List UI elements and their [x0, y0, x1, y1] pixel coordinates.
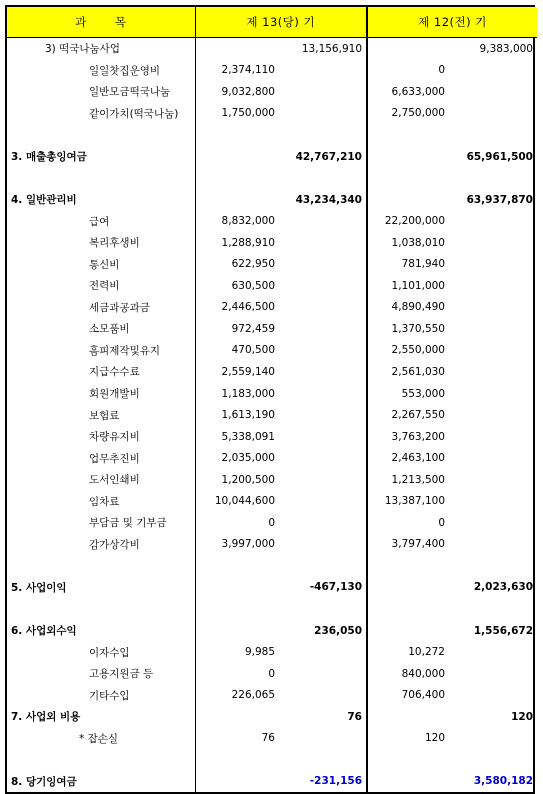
empty-cell: [279, 555, 367, 577]
previous-total-amount: [449, 210, 537, 232]
current-detail-amount: 2,035,000: [221, 452, 275, 465]
row-label: 업무추진비: [7, 447, 195, 469]
current-detail-amount: 622,950: [231, 258, 275, 271]
row-label: 이자수입: [7, 641, 195, 663]
current-total-amount: [279, 404, 367, 426]
previous-total-amount: 65,961,500: [466, 150, 533, 163]
current-total-amount: [279, 60, 367, 82]
previous-total-amount: [449, 641, 537, 663]
previous-detail-amount: 0: [438, 64, 445, 77]
previous-detail-amount: 781,940: [401, 258, 445, 271]
row-label: 소모품비: [7, 318, 195, 340]
row-label: 기타수입: [7, 684, 195, 706]
row-label: 통신비: [7, 253, 195, 275]
previous-total-amount: [449, 318, 537, 340]
row-label: 7. 사업외 비용: [7, 706, 195, 728]
previous-total-amount: [449, 103, 537, 125]
empty-cell: [7, 124, 195, 146]
current-total-amount: 43,234,340: [279, 189, 367, 211]
previous-total-amount: [449, 340, 537, 362]
current-detail-amount: 2,446,500: [221, 301, 275, 314]
previous-total-amount: 120: [511, 710, 533, 723]
current-total-amount: [279, 728, 367, 750]
current-total-amount: [279, 684, 367, 706]
table-row: [7, 771, 537, 793]
row-label: 홈피제작및유지: [7, 340, 195, 362]
current-detail-amount: [195, 38, 279, 60]
table-row: [7, 146, 537, 168]
row-label: 세금과공과금: [7, 297, 195, 319]
table-row: [7, 340, 537, 362]
row-label: 지급수수료: [7, 361, 195, 383]
table-row: [7, 728, 537, 750]
spacer-row: [7, 555, 537, 577]
row-label: 복리후생비: [7, 232, 195, 254]
table-row: [7, 297, 537, 319]
previous-total-amount: [449, 469, 537, 491]
previous-detail-amount: 2,750,000: [391, 107, 445, 120]
current-detail-amount: 470,500: [231, 344, 275, 357]
row-label: 3) 떡국나눔사업: [7, 38, 195, 60]
previous-detail-amount: [367, 577, 449, 599]
current-total-amount: 42,767,210: [279, 146, 367, 168]
spacer-row: [7, 167, 537, 189]
previous-total-amount: [449, 490, 537, 512]
empty-cell: [279, 749, 367, 771]
table-row: [7, 210, 537, 232]
table-row: [7, 81, 537, 103]
current-detail-amount: [195, 706, 279, 728]
current-detail-amount: 76: [261, 732, 275, 745]
previous-detail-amount: [367, 620, 449, 642]
current-total-amount: [279, 426, 367, 448]
empty-cell: [449, 749, 537, 771]
previous-detail-amount: 3,797,400: [391, 538, 445, 551]
table-row: [7, 512, 537, 534]
current-total-amount: -231,156: [279, 771, 367, 793]
previous-detail-amount: 0: [438, 516, 445, 529]
header-current-period: 제 13(당) 기: [195, 7, 367, 38]
table-row: [7, 253, 537, 275]
empty-cell: [449, 555, 537, 577]
table-row: [7, 426, 537, 448]
previous-total-amount: 3,580,182: [473, 775, 533, 788]
table-row: [7, 663, 537, 685]
current-detail-amount: 5,338,091: [221, 430, 275, 443]
row-label: 보험료: [7, 404, 195, 426]
current-total-amount: 236,050: [279, 620, 367, 642]
previous-detail-amount: 10,272: [408, 646, 445, 659]
previous-total-amount: [449, 81, 537, 103]
previous-detail-amount: 2,463,100: [391, 452, 445, 465]
previous-total-amount: 1,556,672: [473, 624, 533, 637]
row-label: 일일찻집운영비: [7, 60, 195, 82]
current-detail-amount: 1,613,190: [221, 409, 275, 422]
previous-total-amount: [449, 383, 537, 405]
table-row: [7, 577, 537, 599]
previous-total-amount: 9,383,000: [479, 42, 533, 55]
current-total-amount: [279, 210, 367, 232]
current-total-amount: [279, 297, 367, 319]
previous-detail-amount: 3,763,200: [391, 430, 445, 443]
row-label: 6. 사업외수익: [7, 620, 195, 642]
empty-cell: [195, 555, 279, 577]
row-label: 같이가치(떡국나눔): [7, 103, 195, 125]
previous-total-amount: [449, 663, 537, 685]
current-detail-amount: 1,183,000: [221, 387, 275, 400]
row-label: 임차료: [7, 490, 195, 512]
row-label: 전력비: [7, 275, 195, 297]
previous-detail-amount: 22,200,000: [384, 215, 445, 228]
previous-total-amount: [449, 534, 537, 556]
current-total-amount: [279, 469, 367, 491]
table-row: [7, 361, 537, 383]
empty-cell: [367, 555, 449, 577]
current-detail-amount: 2,374,110: [221, 64, 275, 77]
current-detail-amount: 0: [268, 516, 275, 529]
empty-cell: [279, 598, 367, 620]
row-label: 일반모금떡국나눔: [7, 81, 195, 103]
empty-cell: [195, 167, 279, 189]
row-label: 고용지원금 등: [7, 663, 195, 685]
row-label: 부담금 및 기부금: [7, 512, 195, 534]
previous-total-amount: [449, 60, 537, 82]
previous-detail-amount: [367, 706, 449, 728]
previous-total-amount: [449, 253, 537, 275]
previous-detail-amount: [367, 38, 449, 60]
current-detail-amount: 630,500: [231, 279, 275, 292]
current-detail-amount: 1,750,000: [221, 107, 275, 120]
current-detail-amount: 9,032,800: [221, 85, 275, 98]
previous-detail-amount: 2,561,030: [391, 365, 445, 378]
spacer-row: [7, 124, 537, 146]
previous-total-amount: [449, 297, 537, 319]
previous-detail-amount: 13,387,100: [384, 495, 445, 508]
previous-total-amount: 2,023,630: [473, 581, 533, 594]
row-label: 4. 일반관리비: [7, 189, 195, 211]
previous-detail-amount: 6,633,000: [391, 85, 445, 98]
previous-total-amount: [449, 426, 537, 448]
current-total-amount: [279, 663, 367, 685]
row-label: * 잡손실: [7, 728, 195, 750]
row-label: 급여: [7, 210, 195, 232]
table-row: [7, 641, 537, 663]
empty-cell: [7, 749, 195, 771]
previous-detail-amount: 2,267,550: [391, 409, 445, 422]
current-detail-amount: 0: [268, 667, 275, 680]
current-detail-amount: 2,559,140: [221, 365, 275, 378]
current-total-amount: -467,130: [279, 577, 367, 599]
current-total-amount: 13,156,910: [279, 38, 367, 60]
table-row: [7, 275, 537, 297]
current-total-amount: [279, 81, 367, 103]
table-row: [7, 469, 537, 491]
current-total-amount: [279, 253, 367, 275]
previous-total-amount: [449, 275, 537, 297]
previous-detail-amount: 1,101,000: [391, 279, 445, 292]
previous-detail-amount: [367, 771, 449, 793]
current-detail-amount: [195, 620, 279, 642]
current-total-amount: [279, 232, 367, 254]
current-total-amount: [279, 340, 367, 362]
previous-total-amount: [449, 447, 537, 469]
empty-cell: [7, 598, 195, 620]
table-row: [7, 534, 537, 556]
table-row: [7, 706, 537, 728]
previous-total-amount: [449, 684, 537, 706]
current-detail-amount: 8,832,000: [221, 215, 275, 228]
previous-total-amount: [449, 232, 537, 254]
previous-detail-amount: [367, 146, 449, 168]
table-body: [7, 38, 537, 793]
empty-cell: [195, 124, 279, 146]
empty-cell: [195, 749, 279, 771]
empty-cell: [279, 167, 367, 189]
table-row: [7, 383, 537, 405]
previous-total-amount: [449, 361, 537, 383]
current-detail-amount: 972,459: [231, 322, 275, 335]
current-detail-amount: [195, 146, 279, 168]
current-detail-amount: [195, 771, 279, 793]
empty-cell: [449, 167, 537, 189]
table-row: [7, 620, 537, 642]
current-detail-amount: 3,997,000: [221, 538, 275, 551]
table-row: [7, 318, 537, 340]
financial-statement-table: [5, 5, 535, 794]
current-total-amount: [279, 641, 367, 663]
previous-total-amount: [449, 404, 537, 426]
header-previous-period: 제 12(전) 기: [367, 7, 537, 38]
empty-cell: [367, 598, 449, 620]
previous-detail-amount: 2,550,000: [391, 344, 445, 357]
previous-total-amount: [449, 728, 537, 750]
previous-detail-amount: 120: [424, 732, 445, 745]
row-label: 8. 당기잉여금: [7, 771, 195, 793]
previous-detail-amount: 1,370,550: [391, 322, 445, 335]
table-row: [7, 103, 537, 125]
empty-cell: [449, 124, 537, 146]
current-detail-amount: 9,985: [244, 646, 275, 659]
current-detail-amount: 226,065: [231, 689, 275, 702]
spacer-row: [7, 598, 537, 620]
previous-detail-amount: 1,213,500: [391, 473, 445, 486]
previous-total-amount: 63,937,870: [466, 193, 533, 206]
previous-detail-amount: 553,000: [401, 387, 445, 400]
row-label: 감가상각비: [7, 534, 195, 556]
previous-detail-amount: 4,890,490: [391, 301, 445, 314]
current-total-amount: [279, 318, 367, 340]
empty-cell: [195, 598, 279, 620]
empty-cell: [7, 555, 195, 577]
current-total-amount: [279, 103, 367, 125]
current-total-amount: [279, 275, 367, 297]
empty-cell: [367, 124, 449, 146]
current-detail-amount: [195, 189, 279, 211]
empty-cell: [367, 749, 449, 771]
previous-detail-amount: 840,000: [401, 667, 445, 680]
table-row: [7, 684, 537, 706]
current-total-amount: [279, 361, 367, 383]
header-item: 과 목: [7, 7, 195, 38]
previous-total-amount: [449, 512, 537, 534]
row-label: 회원개발비: [7, 383, 195, 405]
previous-detail-amount: 706,400: [401, 689, 445, 702]
current-total-amount: 76: [279, 706, 367, 728]
current-total-amount: [279, 447, 367, 469]
row-label: 차량유지비: [7, 426, 195, 448]
current-detail-amount: [195, 577, 279, 599]
current-total-amount: [279, 512, 367, 534]
current-total-amount: [279, 490, 367, 512]
row-label: 도서인쇄비: [7, 469, 195, 491]
empty-cell: [367, 167, 449, 189]
table-row: [7, 490, 537, 512]
table-row: [7, 232, 537, 254]
current-total-amount: [279, 534, 367, 556]
table-row: [7, 404, 537, 426]
table-row: [7, 38, 537, 60]
table-header-row: [7, 7, 537, 38]
current-total-amount: [279, 383, 367, 405]
empty-cell: [279, 124, 367, 146]
spacer-row: [7, 749, 537, 771]
previous-detail-amount: 1,038,010: [391, 236, 445, 249]
empty-cell: [449, 598, 537, 620]
current-detail-amount: 1,288,910: [221, 236, 275, 249]
current-detail-amount: 1,200,500: [221, 473, 275, 486]
row-label: 5. 사업이익: [7, 577, 195, 599]
empty-cell: [7, 167, 195, 189]
current-detail-amount: 10,044,600: [214, 495, 275, 508]
table-row: [7, 447, 537, 469]
table-row: [7, 189, 537, 211]
previous-detail-amount: [367, 189, 449, 211]
row-label: 3. 매출총잉여금: [7, 146, 195, 168]
table-row: [7, 60, 537, 82]
